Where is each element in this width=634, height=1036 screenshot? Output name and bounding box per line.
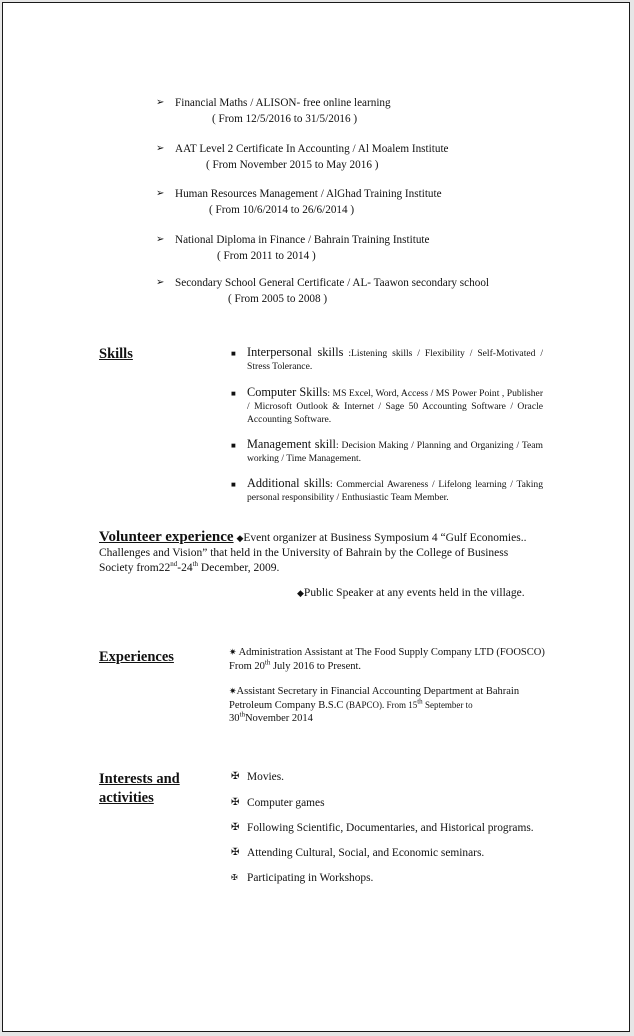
cross-bullet-icon: ✠ — [231, 873, 238, 882]
education-dates: ( From 12/5/2016 to 31/5/2016 ) — [212, 113, 358, 125]
square-bullet-icon: ■ — [231, 441, 236, 450]
star-bullet-icon: ✷ — [229, 647, 237, 657]
education-title: AAT Level 2 Certificate In Accounting / Al Moalem Institute — [175, 143, 449, 155]
arrow-bullet-icon: ➢ — [156, 277, 165, 288]
skill-text: Interpersonal skills :Listening skills / Flexibility / Self-Motivated / Stress Tolerance. — [247, 345, 543, 372]
education-dates: ( From 2005 to 2008 ) — [228, 293, 328, 305]
arrow-bullet-icon: ➢ — [156, 188, 165, 199]
skill-text: Computer Skills: MS Excel, Word, Access / MS Power Point , Publisher / Microsoft Outlook & Internet / Sage 50 Accounting Software / Oracle Accounting Software. — [247, 385, 544, 425]
interests-heading-line2: activities — [99, 790, 154, 806]
diamond-bullet-icon: ◆ — [236, 533, 244, 543]
experience-item: ✷Assistant Secretary in Financial Accounting Department at Bahrain Petroleum Company B.S.C (BAPCO). From 15th September to 30thNovember 2014 — [229, 686, 520, 724]
square-bullet-icon: ■ — [231, 389, 236, 398]
skill-text: Management skill: Decision Making / Planning and Organizing / Team working / Time Management. — [247, 437, 544, 464]
volunteer-paragraph: Volunteer experience ◆Event organizer at Business Symposium 4 “Gulf Economies.. Challenges and Vision” that held in the University of Bahrain by the College of Business Society from22nd-24th December, 2009. — [99, 529, 527, 574]
education-dates: ( From November 2015 to May 2016 ) — [206, 159, 379, 171]
experience-item: ✷ Administration Assistant at The Food Supply Company LTD (FOOSCO) From 20th July 2016 to Present. — [229, 647, 545, 672]
skills-heading: Skills — [99, 346, 133, 362]
volunteer-heading: Volunteer experience — [99, 529, 234, 545]
experiences-heading: Experiences — [99, 649, 174, 665]
cross-bullet-icon: ✠ — [231, 771, 240, 782]
arrow-bullet-icon: ➢ — [156, 97, 165, 108]
education-dates: ( From 2011 to 2014 ) — [217, 250, 316, 262]
education-title: Secondary School General Certificate / AL- Taawon secondary school — [175, 277, 490, 289]
education-title: National Diploma in Finance / Bahrain Training Institute — [175, 234, 430, 246]
cross-bullet-icon: ✠ — [231, 847, 240, 858]
education-title: Human Resources Management / AlGhad Training Institute — [175, 188, 442, 200]
education-dates: ( From 10/6/2014 to 26/6/2014 ) — [209, 204, 355, 216]
skill-text: Additional skills: Commercial Awareness / Lifelong learning / Taking personal responsibility / Enthusiastic Team Member. — [247, 476, 543, 503]
education-title: Financial Maths / ALISON- free online learning — [175, 97, 391, 109]
arrow-bullet-icon: ➢ — [156, 234, 165, 245]
star-bullet-icon: ✷ — [229, 686, 237, 696]
cross-bullet-icon: ✠ — [231, 822, 240, 833]
interests-heading-line1: Interests and — [99, 771, 180, 787]
resume-page: ➢ Financial Maths / ALISON- free online learning ( From 12/5/2016 to 31/5/2016 ) ➢ AAT Level 2 Certificate In Accounting / Al Moalem Institute ( From November 2015 to May 2016 ) ➢ Human Resources Management / AlGhad Training Institute ( From 10/6/2014 to 26/6/2014 ) ➢ National Diploma in Finance / Bahrain Training Institute ( From 2011 to 2014 ) ➢ Secondary School General Certificate / AL- Taawon secondary school ( From 2005 to 2008 ) Skills ■ Interpersonal skills :Listening skills / Flexibility / Self-Motivated / Stress Tolerance. ■ Computer Skills: MS Excel, Word, Access / MS Power Point , Publisher / Microsoft Outlook & Internet / Sage 50 Accounting Software / Oracle Accounting Software. ■ Management skill: Decision Making / Planning and Organizing / Team working / Time Management. ■ Additional skills: Commercial Awareness / Lifelong learning / Taking personal responsibility / Enthusiastic Team Member. Volunteer experience ◆Event organizer at Business Symposium 4 “Gulf Economies.. Challenges and Vision” that held in the University of Bahrain by the College of Business Society from22nd-24th December, 2009. ◆Public Speaker at any events held in the village. Experiences ✷ Administration Assistant at The Food Supply Company LTD (FOOSCO) From 20th July 2016 to Present. ✷Assistant Secretary in Financial Accounting Department at Bahrain Petroleum Company B.S.C (BAPCO). From 15th September to 30thNovember 2014 Interests and activities ✠ Movies. ✠ Computer games ✠ Following Scientific, Documentaries, and Historical programs. ✠ Attending Cultural, Social, and Economic seminars. ✠ Participating in Workshops. — [2, 2, 630, 1032]
square-bullet-icon: ■ — [231, 480, 236, 489]
square-bullet-icon: ■ — [231, 349, 236, 358]
volunteer-item: ◆Public Speaker at any events held in the village. — [297, 587, 525, 599]
cross-bullet-icon: ✠ — [231, 797, 240, 808]
arrow-bullet-icon: ➢ — [156, 143, 165, 154]
diamond-bullet-icon: ◆ — [297, 588, 304, 598]
